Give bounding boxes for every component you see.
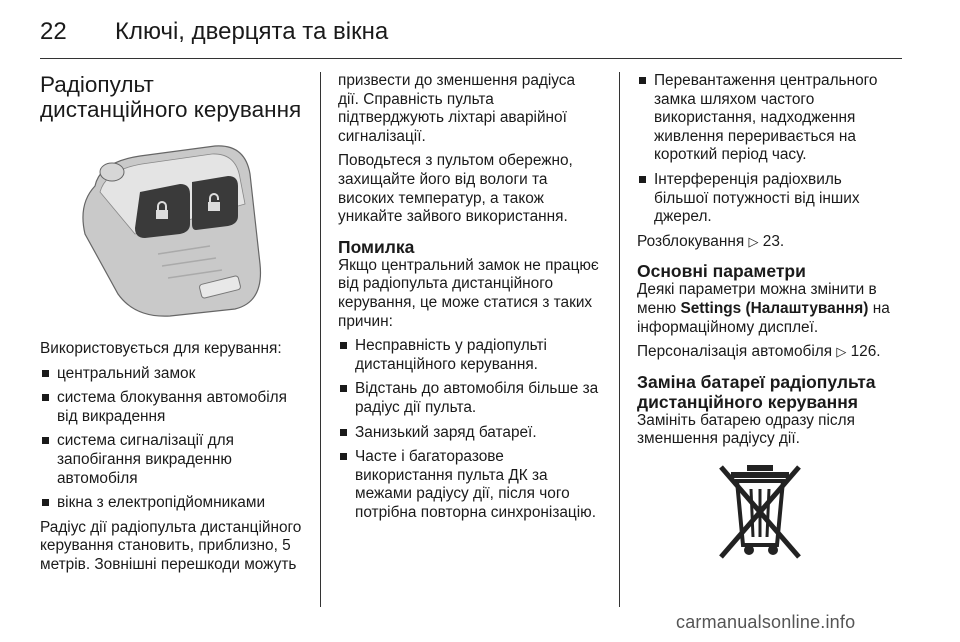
- column-divider: [619, 72, 620, 607]
- section-heading-basic-settings: Основні параметри: [637, 261, 806, 282]
- list-item: Інтерференція радіохвиль більшої потужності від інших джерел.: [637, 171, 899, 227]
- unlock-ref: Розблокування ▷ 23.: [637, 232, 785, 250]
- list-item: Відстань до автомобіля більше за радіус дії пульта.: [338, 380, 600, 417]
- fault-causes-list: [338, 337, 600, 522]
- page-title: Ключі, дверцята та вікна: [115, 18, 389, 45]
- arrow-ref-icon: ▷: [836, 344, 847, 360]
- remote-key-illustration: [40, 134, 302, 330]
- section-heading-fault: Помилка: [338, 236, 415, 257]
- range-text: Радіус дії радіопульта дистанційного керування становить, приблизно, 5 метрів. Зовнішні перешкоди можуть: [40, 518, 302, 573]
- column-1: [40, 72, 302, 581]
- column-divider: [320, 72, 321, 607]
- column-2: [338, 72, 600, 528]
- settings-menu-ref: Settings (Налаштування): [680, 299, 869, 317]
- page-number: 22: [40, 18, 67, 45]
- list-item: Часте і багаторазове використання пульта ДК за межами радіусу дії, після чого потрібна повторна синхронізацію.: [338, 448, 600, 522]
- list-item: Несправність у радіопульті дистанційного керування.: [338, 337, 600, 374]
- list-item: система сигналізації для запобігання викраденню автомобіля: [40, 432, 302, 488]
- fault-intro: Якщо центральний замок не працює від радіопульта дистанційного керування, це може статися з таких причин:: [338, 256, 599, 330]
- header-rule: [40, 58, 902, 59]
- list-item: система блокування автомобіля від викрадення: [40, 389, 302, 426]
- arrow-ref-icon: ▷: [748, 233, 759, 249]
- fault-causes-list-cont: [637, 72, 899, 227]
- section-heading-remote: Радіопульт дистанційного керування: [40, 72, 302, 122]
- crossed-bin-icon: [715, 459, 805, 563]
- list-item: центральний замок: [40, 365, 302, 384]
- battery-text: Замініть батарею одразу після зменшення радіусу дії.: [637, 411, 855, 448]
- section-heading-battery: Заміна батареї радіопульта дистанційного керування: [637, 371, 876, 412]
- care-text: Поводьтеся з пультом обережно, захищайте його від вологи та високих температур, а також уникайте зайвого використання.: [338, 152, 573, 226]
- watermark: carmanualsonline.info: [676, 612, 856, 632]
- list-item: вікна з електропідйомниками: [40, 494, 302, 513]
- personalization-ref: Персоналізація автомобіля ▷ 126.: [637, 343, 881, 361]
- uses-list: [40, 365, 302, 513]
- list-item: Перевантаження центрального замка шляхом частого використання, надходження живлення переривається на короткий період часу.: [637, 72, 899, 165]
- page-header: [40, 14, 920, 54]
- uses-intro: Використовується для керування:: [40, 340, 282, 357]
- continued-text: призвести до зменшення радіуса дії. Справність пульта підтверджують ліхтарі аварійної сигналізації.: [338, 72, 576, 145]
- basic-settings-text: Деякі параметри можна змінити в меню Settings (Налаштування) на інформаційному дисплеї.: [637, 281, 890, 336]
- list-item: Занизький заряд батареї.: [338, 424, 600, 443]
- column-3: [637, 72, 899, 563]
